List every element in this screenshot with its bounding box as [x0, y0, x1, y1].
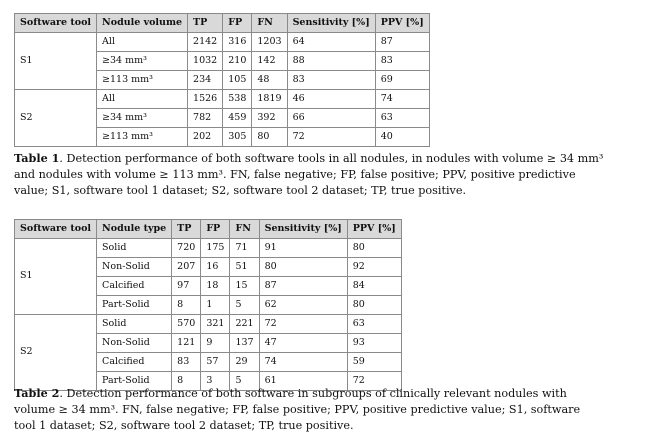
sensitivity-cell: 61: [259, 372, 347, 391]
ppv-cell: 74: [375, 90, 429, 109]
sensitivity-cell: 64: [287, 33, 375, 52]
tp-cell: 8: [172, 372, 201, 391]
software-tool-cell: S2: [15, 90, 97, 147]
table-row: [15, 33, 430, 52]
tp-cell: 782: [188, 109, 223, 128]
fp-cell: 18: [201, 277, 230, 296]
tp-cell: 202: [188, 128, 223, 147]
caption-label: Table 2: [14, 386, 60, 400]
tp-cell: 234: [188, 71, 223, 90]
sensitivity-cell: 46: [287, 90, 375, 109]
category-cell: Non-Solid: [97, 258, 172, 277]
category-cell: Solid: [97, 315, 172, 334]
fn-cell: 1203: [252, 33, 287, 52]
sensitivity-cell: 91: [259, 239, 347, 258]
caption-label: Table 1: [14, 151, 60, 165]
header-fn: FN: [230, 220, 259, 239]
header-ppv: PPV [%]: [347, 220, 401, 239]
sensitivity-cell: 87: [259, 277, 347, 296]
table-1-header: [15, 14, 430, 33]
category-cell: Calcified: [97, 277, 172, 296]
fn-cell: 142: [252, 52, 287, 71]
ppv-cell: 80: [347, 239, 401, 258]
category-cell: Part-Solid: [97, 296, 172, 315]
header-ppv: PPV [%]: [375, 14, 429, 33]
tp-cell: 720: [172, 239, 201, 258]
fp-cell: 3: [201, 372, 230, 391]
ppv-cell: 63: [347, 315, 401, 334]
ppv-cell: 72: [347, 372, 401, 391]
fn-cell: 221: [230, 315, 259, 334]
category-cell: ≥113 mm³: [97, 71, 188, 90]
header-sensitivity: Sensitivity [%]: [287, 14, 375, 33]
ppv-cell: 69: [375, 71, 429, 90]
fp-cell: 538: [223, 90, 252, 109]
header-fp: FP: [201, 220, 230, 239]
sensitivity-cell: 83: [287, 71, 375, 90]
sensitivity-cell: 88: [287, 52, 375, 71]
table-1-caption: [14, 150, 604, 199]
table-row: [15, 239, 402, 258]
sensitivity-cell: 80: [259, 258, 347, 277]
fn-cell: 392: [252, 109, 287, 128]
table-1-body: [15, 33, 430, 147]
category-cell: All: [97, 33, 188, 52]
category-cell: Calcified: [97, 353, 172, 372]
fp-cell: 9: [201, 334, 230, 353]
fp-cell: 1: [201, 296, 230, 315]
software-tool-cell: S2: [15, 315, 97, 391]
tp-cell: 97: [172, 277, 201, 296]
category-cell: All: [97, 90, 188, 109]
fp-cell: 57: [201, 353, 230, 372]
ppv-cell: 92: [347, 258, 401, 277]
category-cell: Part-Solid: [97, 372, 172, 391]
tp-cell: 83: [172, 353, 201, 372]
table-row: [15, 90, 430, 109]
sensitivity-cell: 66: [287, 109, 375, 128]
sensitivity-cell: 74: [259, 353, 347, 372]
header-software-tool: Software tool: [15, 14, 97, 33]
fn-cell: 1819: [252, 90, 287, 109]
software-tool-cell: S1: [15, 239, 97, 315]
header-tp: TP: [188, 14, 223, 33]
category-cell: ≥34 mm³: [97, 52, 188, 71]
category-cell: Solid: [97, 239, 172, 258]
category-cell: Non-Solid: [97, 334, 172, 353]
header-fn: FN: [252, 14, 287, 33]
sensitivity-cell: 62: [259, 296, 347, 315]
fp-cell: 321: [201, 315, 230, 334]
ppv-cell: 84: [347, 277, 401, 296]
tp-cell: 570: [172, 315, 201, 334]
sensitivity-cell: 72: [287, 128, 375, 147]
sensitivity-cell: 47: [259, 334, 347, 353]
category-cell: ≥113 mm³: [97, 128, 188, 147]
fn-cell: 71: [230, 239, 259, 258]
header-row: [15, 220, 402, 239]
fn-cell: 29: [230, 353, 259, 372]
fn-cell: 5: [230, 296, 259, 315]
caption-text: . Detection performance of both software tools in all nodules, in nodules with volume ≥ 34 mm³ and nodules with volume ≥ 113 mm³. FN, false negative; FP, false positive; PPV, positive predictive value; S1, software tool 1 dataset; S2, software tool 2 dataset; TP, true positive.: [14, 152, 604, 197]
table-2-caption: [14, 385, 604, 434]
header-tp: TP: [172, 220, 201, 239]
fn-cell: 80: [252, 128, 287, 147]
tp-cell: 207: [172, 258, 201, 277]
sensitivity-cell: 72: [259, 315, 347, 334]
fn-cell: 137: [230, 334, 259, 353]
software-tool-cell: S1: [15, 33, 97, 90]
fp-cell: 459: [223, 109, 252, 128]
tp-cell: 1526: [188, 90, 223, 109]
table-2-body: [15, 239, 402, 391]
fp-cell: 175: [201, 239, 230, 258]
ppv-cell: 93: [347, 334, 401, 353]
ppv-cell: 59: [347, 353, 401, 372]
fn-cell: 15: [230, 277, 259, 296]
ppv-cell: 40: [375, 128, 429, 147]
fp-cell: 16: [201, 258, 230, 277]
table-row: [15, 315, 402, 334]
fp-cell: 305: [223, 128, 252, 147]
fp-cell: 316: [223, 33, 252, 52]
ppv-cell: 87: [375, 33, 429, 52]
fn-cell: 48: [252, 71, 287, 90]
fp-cell: 210: [223, 52, 252, 71]
table-2-header: [15, 220, 402, 239]
header-row: [15, 14, 430, 33]
tp-cell: 8: [172, 296, 201, 315]
header-software-tool: Software tool: [15, 220, 97, 239]
caption-text: . Detection performance of both software in subgroups of clinically relevant nodules with volume ≥ 34 mm³. FN, false negative; FP, false positive; PPV, positive predictive value; S1, software tool 1 dataset; S2, software tool 2 dataset; TP, true positive.: [14, 387, 581, 432]
tp-cell: 2142: [188, 33, 223, 52]
ppv-cell: 63: [375, 109, 429, 128]
category-cell: ≥34 mm³: [97, 109, 188, 128]
tp-cell: 1032: [188, 52, 223, 71]
fp-cell: 105: [223, 71, 252, 90]
fn-cell: 51: [230, 258, 259, 277]
table-1: [14, 13, 430, 147]
header-sensitivity: Sensitivity [%]: [259, 220, 347, 239]
header-nodule-volume: Nodule volume: [97, 14, 188, 33]
table-2: [14, 219, 402, 391]
header-nodule-type: Nodule type: [97, 220, 172, 239]
ppv-cell: 83: [375, 52, 429, 71]
fn-cell: 5: [230, 372, 259, 391]
ppv-cell: 80: [347, 296, 401, 315]
header-fp: FP: [223, 14, 252, 33]
tp-cell: 121: [172, 334, 201, 353]
